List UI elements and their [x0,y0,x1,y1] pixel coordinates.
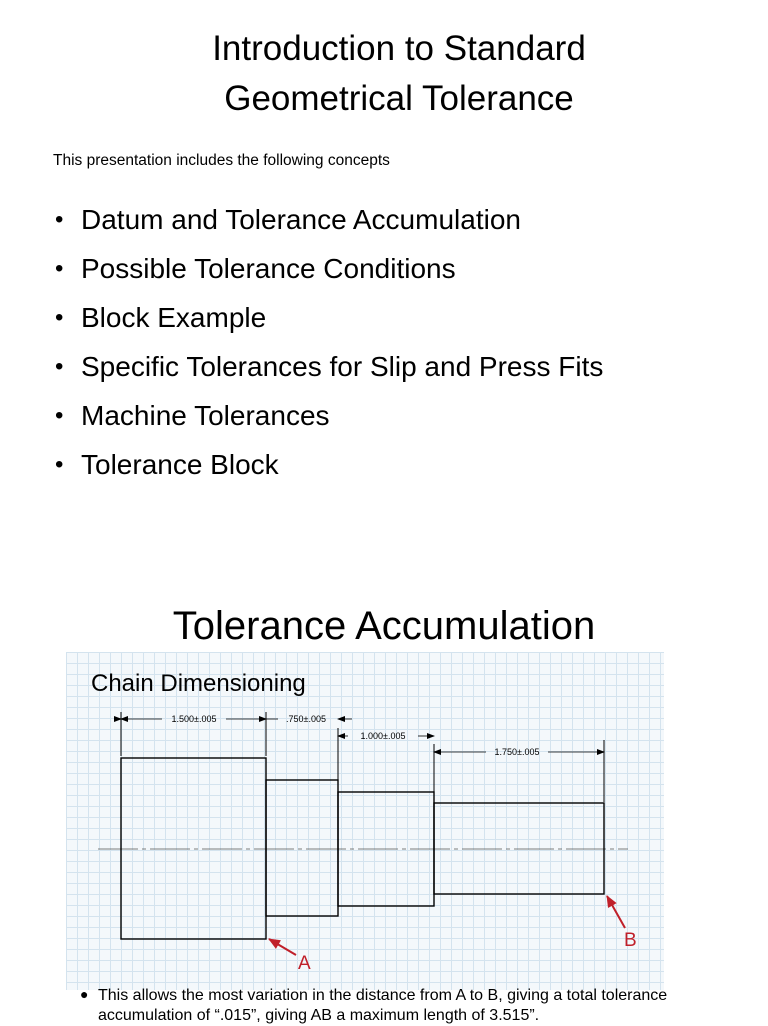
shaft-drawing [66,652,664,990]
list-item [53,347,603,396]
shaft-section-4 [434,803,604,894]
dim-label-2: .750±.005 [286,714,326,724]
shaft-section-1 [121,758,266,939]
list-item [53,396,603,445]
dim-label-1: 1.500±.005 [171,714,217,724]
slide-title [0,24,768,124]
list-item [53,298,603,347]
slide-title-line-2: Geometrical Tolerance [224,79,574,118]
dim-label-3: 1.000±.005 [360,731,406,741]
list-item-label: Tolerance Block [81,449,279,480]
list-item-label: Machine Tolerances [81,400,330,431]
bullet-icon: • [55,206,64,233]
list-item-label: Specific Tolerances for Slip and Press Fits [81,351,604,382]
list-item-label: Block Example [81,302,267,333]
bullet-icon: • [55,402,64,429]
note-text: This allows the most variation in the distance from A to B, giving a total tolerance accumulation of “.015”, giving AB a maximum length of 3.515”. [98,987,668,1024]
list-item [53,200,603,249]
list-item [53,445,603,494]
bullet-icon: • [55,451,64,478]
point-a-label: A [298,953,311,974]
list-item [53,249,603,298]
list-item-label: Possible Tolerance Conditions [81,253,456,284]
concept-list [53,200,603,494]
chain-dimensioning-diagram [66,652,664,990]
slide-title-line-1: Introduction to Standard [212,29,586,68]
list-item-label: Datum and Tolerance Accumulation [81,204,521,235]
dim-label-4: 1.750±.005 [494,747,540,757]
bullet-icon: • [55,353,64,380]
bullet-icon: • [55,255,64,282]
intro-text: This presentation includes the following concepts [53,152,390,169]
bullet-icon: • [55,304,64,331]
bullet-icon: ● [80,986,89,1002]
point-b-label: B [624,930,637,951]
point-a-arrow [269,939,296,955]
extension-lines [121,712,604,802]
shaft-body [121,758,604,939]
point-b-arrow [607,896,625,928]
shaft-section-2 [266,780,338,916]
diagram-label: Chain Dimensioning [91,670,306,697]
section-title: Tolerance Accumulation [172,604,596,648]
